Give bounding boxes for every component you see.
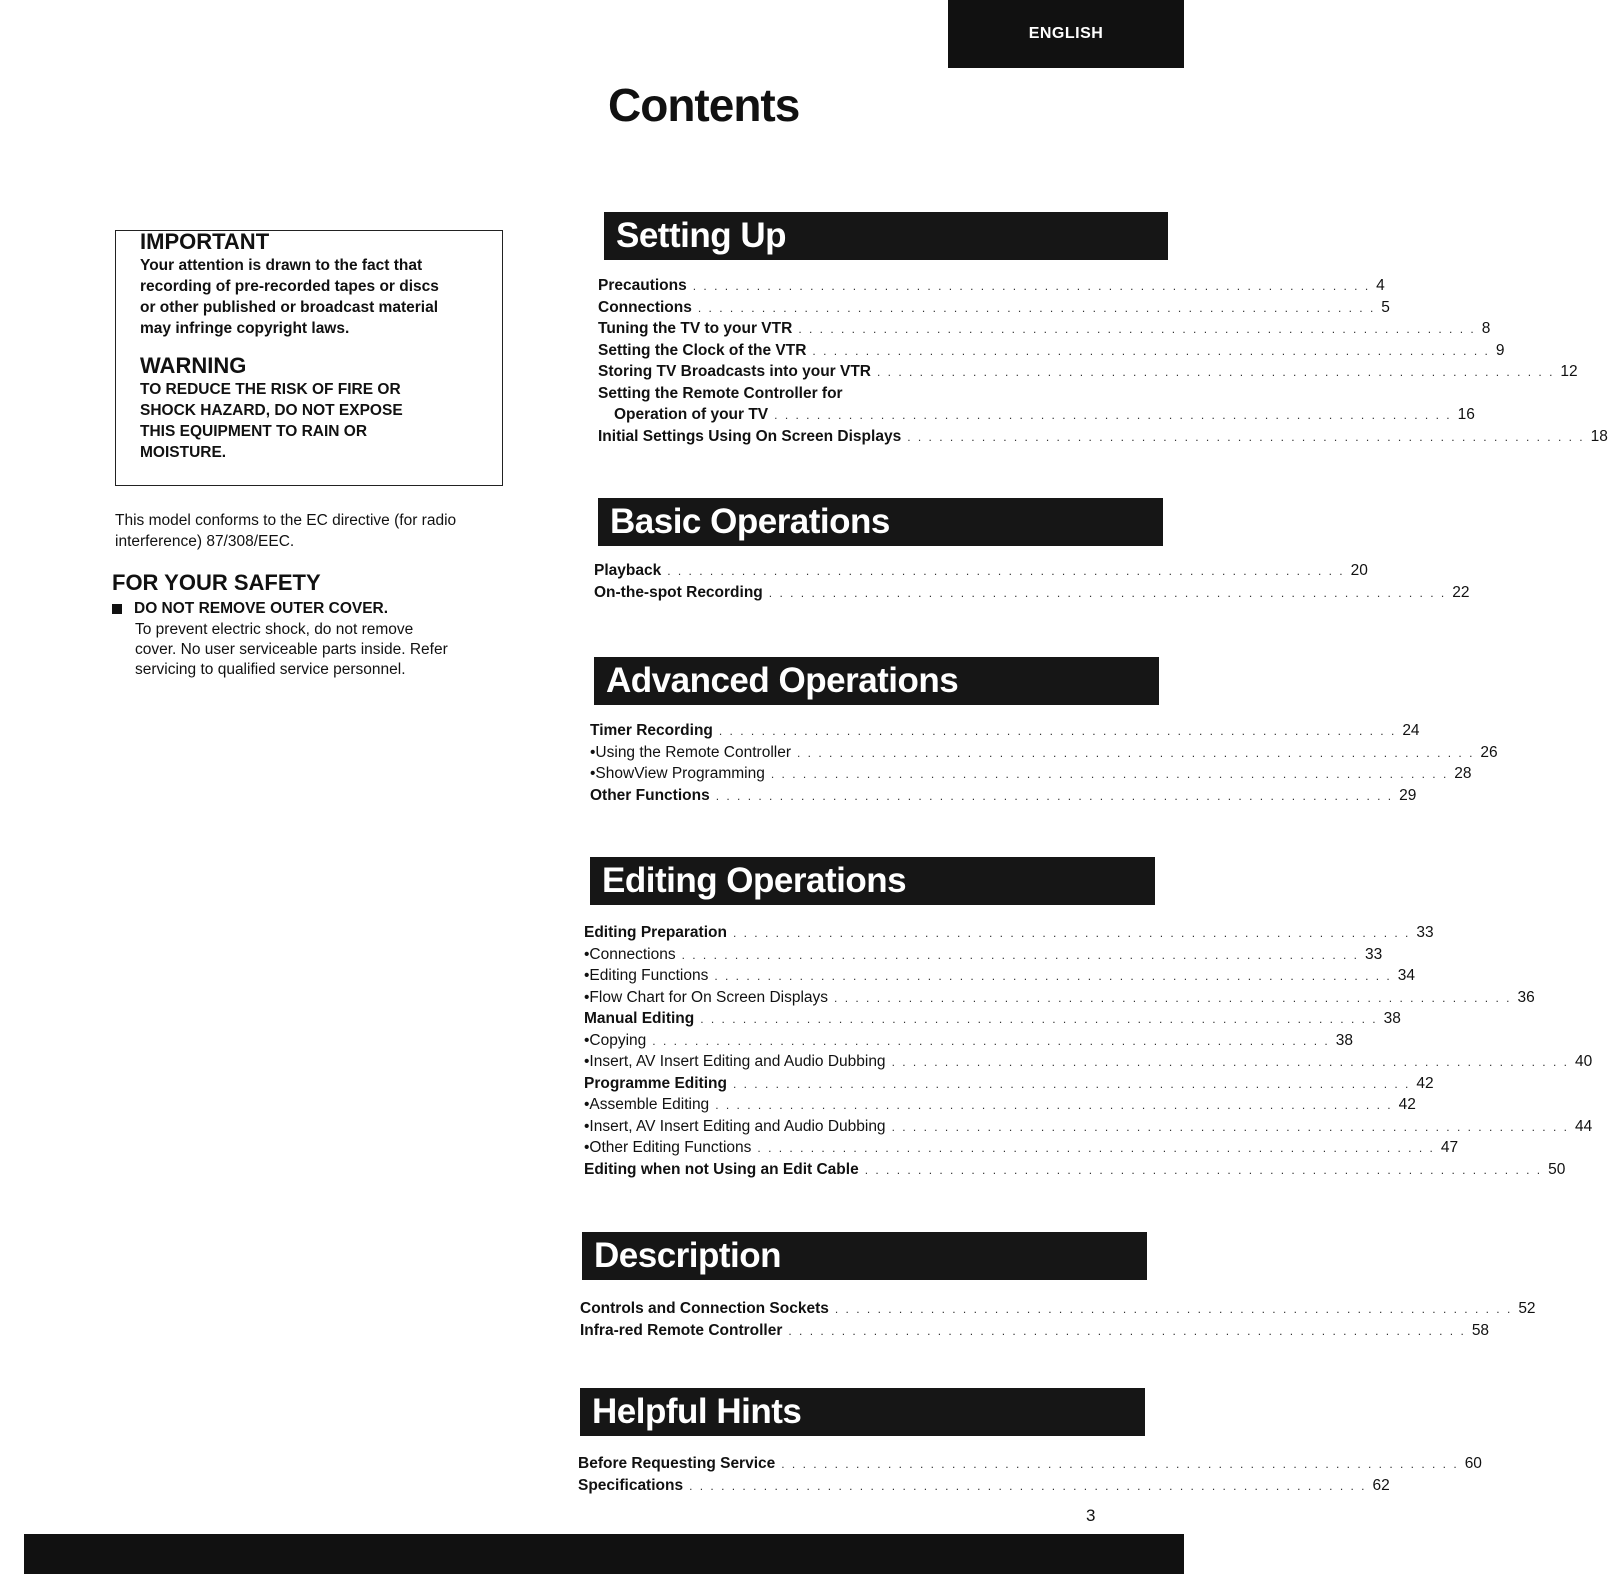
toc-entry-title: •Editing Functions (584, 967, 709, 984)
dot-leader: . . . . . . . . . . . . . . . . . . . . . . . . . . . . . . . . . . . . . . . . . . . . . . . . . . . . . . . . . . . . . . . . (652, 1033, 1330, 1048)
toc-entry (590, 786, 1417, 809)
toc-entry-page: 38 (1383, 1010, 1401, 1027)
dot-leader: . . . . . . . . . . . . . . . . . . . . . . . . . . . . . . . . . . . . . . . . . . . . . . . . . . . . . . . . . . . . . . . . (681, 947, 1360, 962)
toc-entry (584, 967, 1415, 989)
toc-entry-page: 20 (1350, 562, 1368, 579)
toc-entry (590, 722, 1420, 744)
toc-entry-page: 9 (1495, 341, 1505, 359)
toc-list-description (580, 1300, 1536, 1343)
toc-entry-page: 47 (1440, 1139, 1459, 1156)
toc-entry-page: 29 (1399, 786, 1417, 804)
dot-leader: . . . . . . . . . . . . . . . . . . . . . . . . . . . . . . . . . . . . . . . . . . . . . . . . . . . . . . . . . . . . . . . . (774, 408, 1452, 422)
toc-entry-title: •Insert, AV Insert Editing and Audio Dubbing (584, 1053, 886, 1070)
dot-leader: . . . . . . . . . . . . . . . . . . . . . . . . . . . . . . . . . . . . . . . . . . . . . . . . . . . . . . . . . . . . . . . . (788, 1323, 1466, 1338)
toc-entry (580, 1321, 1490, 1344)
toc-entry-page: 38 (1335, 1031, 1353, 1049)
toc-entry-title: Editing Preparation (584, 924, 727, 941)
toc-entry-title: •ShowView Programming (590, 765, 765, 782)
footer-bar (24, 1534, 1184, 1574)
toc-entry-page: 34 (1397, 967, 1415, 984)
section-header-description: Description (582, 1232, 1147, 1280)
toc-entry (584, 988, 1535, 1011)
safety-body-line: cover. No user serviceable parts inside. Refer (135, 641, 448, 658)
toc-entry-page: 16 (1457, 406, 1475, 423)
toc-entry-title: Programme Editing (584, 1074, 727, 1092)
toc-entry (598, 320, 1491, 342)
toc-entry-title: Controls and Connection Sockets (580, 1300, 829, 1317)
important-text-line: or other published or broadcast material (140, 299, 439, 316)
toc-entry (584, 1010, 1401, 1032)
dot-leader: . . . . . . . . . . . . . . . . . . . . . . . . . . . . . . . . . . . . . . . . . . . . . . . . . . . . . . . . . . . . . . . . (692, 279, 1371, 293)
dot-leader: . . . . . . . . . . . . . . . . . . . . . . . . . . . . . . . . . . . . . . . . . . . . . . . . . . . . . . . . . . . . . . . . (715, 788, 1394, 803)
warning-text-line: SHOCK HAZARD, DO NOT EXPOSE (140, 402, 403, 419)
toc-entry-title: Specifications (578, 1476, 684, 1494)
warning-text-line: MOISTURE. (140, 444, 227, 461)
dot-leader: . . . . . . . . . . . . . . . . . . . . . . . . . . . . . . . . . . . . . . . . . . . . . . . . . . . . . . . . . . . . . . . . (891, 1119, 1569, 1134)
toc-entry-title: Manual Editing (584, 1010, 695, 1027)
toc-entry-title: •Flow Chart for On Screen Displays (584, 988, 829, 1006)
toc-entry-title: •Insert, AV Insert Editing and Audio Dubbing (584, 1117, 886, 1135)
toc-entry-title: On-the-spot Recording (594, 583, 763, 601)
toc-entry (598, 427, 1608, 450)
toc-entry-title: Editing when not Using an Edit Cable (584, 1160, 859, 1178)
warning-heading: WARNING (140, 353, 247, 378)
ec-directive-note (115, 510, 505, 552)
section-header-basic-operations: Basic Operations (598, 498, 1163, 546)
toc-entry-page: 40 (1574, 1053, 1593, 1070)
page-number: 3 (1086, 1506, 1096, 1525)
toc-entry-page: 12 (1560, 363, 1578, 380)
toc-entry-page: 50 (1548, 1160, 1566, 1178)
ec-note-line: This model conforms to the EC directive (for radio (115, 512, 457, 529)
page-title: Contents (608, 79, 800, 131)
toc-entry-page: 62 (1372, 1476, 1390, 1494)
dot-leader: . . . . . . . . . . . . . . . . . . . . . . . . . . . . . . . . . . . . . . . . . . . . . . . . . . . . . . . . . . . . . . . . (700, 1012, 1378, 1026)
dot-leader: . . . . . . . . . . . . . . . . . . . . . . . . . . . . . . . . . . . . . . . . . . . . . . . . . . . . . . . . . . . . . . . . (732, 1076, 1411, 1091)
toc-entry-page: 33 (1365, 945, 1383, 963)
dot-leader: . . . . . . . . . . . . . . . . . . . . . . . . . . . . . . . . . . . . . . . . . . . . . . . . . . . . . . . . . . . . . . . . (834, 990, 1512, 1005)
toc-entry (590, 765, 1472, 787)
toc-entry-page: 8 (1481, 320, 1491, 337)
toc-entry (578, 1476, 1390, 1499)
dot-leader: . . . . . . . . . . . . . . . . . . . . . . . . . . . . . . . . . . . . . . . . . . . . . . . . . . . . . . . . . . . . . . . . (864, 1162, 1543, 1177)
toc-entry (590, 743, 1498, 766)
section-header-helpful-hints: Helpful Hints (580, 1388, 1145, 1436)
toc-list-editing-operations (584, 924, 1593, 1182)
toc-entry-title: •Other Editing Functions (584, 1139, 752, 1156)
toc-entry-title: Other Functions (590, 786, 710, 804)
safety-item-body (135, 620, 502, 680)
toc-entry-title: •Assemble Editing (584, 1096, 710, 1113)
safety-item (112, 600, 502, 680)
toc-entry-title: Playback (594, 562, 662, 579)
toc-entry (598, 277, 1385, 299)
dot-leader: . . . . . . . . . . . . . . . . . . . . . . . . . . . . . . . . . . . . . . . . . . . . . . . . . . . . . . . . . . . . . . . . (715, 1098, 1393, 1112)
toc-entry-page: 22 (1452, 583, 1470, 601)
toc-list-setting-up (598, 277, 1608, 449)
toc-entry-title: •Using the Remote Controller (590, 743, 791, 761)
toc-entry-title: •Connections (584, 945, 676, 963)
toc-entry-title: Initial Settings Using On Screen Displays (598, 427, 902, 445)
square-bullet-icon (112, 604, 122, 614)
toc-entry (598, 341, 1505, 364)
dot-leader: . . . . . . . . . . . . . . . . . . . . . . . . . . . . . . . . . . . . . . . . . . . . . . . . . . . . . . . . . . . . . . . . (907, 429, 1585, 444)
toc-entry (598, 298, 1390, 321)
safety-body-line: servicing to qualified service personnel. (135, 661, 406, 678)
safety-body-line: To prevent electric shock, do not remove (135, 621, 414, 638)
safety-heading: FOR YOUR SAFETY (112, 570, 321, 595)
toc-entry (584, 1160, 1566, 1183)
toc-entry (598, 363, 1578, 385)
toc-entry (584, 1074, 1434, 1097)
toc-entry (584, 1053, 1593, 1075)
toc-entry-page: 36 (1517, 988, 1535, 1006)
toc-list-basic-operations (594, 562, 1470, 605)
dot-leader: . . . . . . . . . . . . . . . . . . . . . . . . . . . . . . . . . . . . . . . . . . . . . . . . . . . . . . . . . . . . . . . . (812, 343, 1490, 358)
toc-entry (594, 562, 1368, 584)
toc-entry (584, 945, 1383, 968)
ec-note-line: interference) 87/308/EEC. (115, 533, 295, 550)
toc-entry-title: Precautions (598, 277, 687, 294)
toc-entry-page: 42 (1398, 1096, 1416, 1113)
dot-leader: . . . . . . . . . . . . . . . . . . . . . . . . . . . . . . . . . . . . . . . . . . . . . . . . . . . . . . . . . . . . . . . . (697, 300, 1376, 315)
toc-entry-page: 28 (1454, 765, 1472, 782)
section-header-advanced-operations: Advanced Operations (594, 657, 1159, 705)
dot-leader: . . . . . . . . . . . . . . . . . . . . . . . . . . . . . . . . . . . . . . . . . . . . . . . . . . . . . . . . . . . . . . . . (667, 564, 1345, 578)
toc-entry-page: 24 (1402, 722, 1420, 739)
toc-entry-page: 33 (1416, 924, 1434, 941)
toc-entry-page: 26 (1480, 743, 1498, 761)
toc-entry-page: 4 (1376, 277, 1385, 294)
copyright-warning-box (115, 230, 503, 486)
dot-leader: . . . . . . . . . . . . . . . . . . . . . . . . . . . . . . . . . . . . . . . . . . . . . . . . . . . . . . . . . . . . . . . . (714, 969, 1392, 983)
toc-entry-title: Storing TV Broadcasts into your VTR (598, 363, 871, 380)
toc-entry (584, 1117, 1593, 1140)
dot-leader: . . . . . . . . . . . . . . . . . . . . . . . . . . . . . . . . . . . . . . . . . . . . . . . . . . . . . . . . . . . . . . . . (877, 365, 1555, 379)
important-text-line: may infringe copyright laws. (140, 320, 350, 337)
toc-entry-title: Tuning the TV to your VTR (598, 320, 793, 337)
warning-text-line: TO REDUCE THE RISK OF FIRE OR (140, 381, 401, 398)
section-header-editing-operations: Editing Operations (590, 857, 1155, 905)
toc-entry-title: Before Requesting Service (578, 1455, 776, 1472)
toc-entry-page: 5 (1381, 298, 1390, 316)
toc-entry-title: Setting the Clock of the VTR (598, 341, 807, 359)
section-header-setting-up: Setting Up (604, 212, 1168, 260)
toc-entry (584, 1139, 1459, 1161)
toc-entry-title: •Copying (584, 1031, 647, 1049)
important-heading: IMPORTANT (140, 229, 270, 254)
toc-list-advanced-operations (590, 722, 1498, 808)
toc-entry-title: Infra-red Remote Controller (580, 1321, 783, 1339)
dot-leader: . . . . . . . . . . . . . . . . . . . . . . . . . . . . . . . . . . . . . . . . . . . . . . . . . . . . . . . . . . . . . . . . (770, 767, 1449, 781)
toc-entry-title: Operation of your TV (614, 406, 769, 423)
toc-entry-title: Connections (598, 298, 692, 316)
toc-entry (594, 583, 1470, 606)
warning-text-line: THIS EQUIPMENT TO RAIN OR (140, 423, 368, 440)
safety-item-title: DO NOT REMOVE OUTER COVER. (134, 600, 389, 617)
dot-leader: . . . . . . . . . . . . . . . . . . . . . . . . . . . . . . . . . . . . . . . . . . . . . . . . . . . . . . . . . . . . . . . . (689, 1478, 1367, 1493)
toc-entry-page: 18 (1590, 427, 1608, 445)
toc-entry (598, 406, 1475, 428)
dot-leader: . . . . . . . . . . . . . . . . . . . . . . . . . . . . . . . . . . . . . . . . . . . . . . . . . . . . . . . . . . . . . . . . (718, 724, 1397, 738)
language-tab (948, 0, 1184, 68)
dot-leader: . . . . . . . . . . . . . . . . . . . . . . . . . . . . . . . . . . . . . . . . . . . . . . . . . . . . . . . . . . . . . . . . (732, 926, 1411, 940)
dot-leader: . . . . . . . . . . . . . . . . . . . . . . . . . . . . . . . . . . . . . . . . . . . . . . . . . . . . . . . . . . . . . . . . (891, 1055, 1569, 1069)
important-text-line: Your attention is drawn to the fact that (140, 257, 423, 274)
toc-entry-title: Setting the Remote Controller for (598, 384, 843, 402)
toc-entry (578, 1455, 1482, 1477)
toc-entry-page: 60 (1464, 1455, 1482, 1472)
toc-entry (598, 385, 1056, 407)
toc-list-helpful-hints (578, 1455, 1482, 1498)
toc-entry (584, 1031, 1353, 1054)
toc-entry-title: Timer Recording (590, 722, 713, 739)
toc-entry (584, 1096, 1416, 1118)
toc-entry (580, 1300, 1536, 1322)
dot-leader: . . . . . . . . . . . . . . . . . . . . . . . . . . . . . . . . . . . . . . . . . . . . . . . . . . . . . . . . . . . . . . . . (797, 745, 1475, 760)
language-label: ENGLISH (1028, 25, 1104, 42)
toc-entry-page: 58 (1471, 1321, 1490, 1339)
important-text-line: recording of pre-recorded tapes or discs (140, 278, 439, 295)
toc-entry-page: 42 (1416, 1074, 1434, 1092)
dot-leader: . . . . . . . . . . . . . . . . . . . . . . . . . . . . . . . . . . . . . . . . . . . . . . . . . . . . . . . . . . . . . . . . (781, 1457, 1459, 1471)
dot-leader: . . . . . . . . . . . . . . . . . . . . . . . . . . . . . . . . . . . . . . . . . . . . . . . . . . . . . . . . . . . . . . . . (768, 585, 1447, 600)
dot-leader: . . . . . . . . . . . . . . . . . . . . . . . . . . . . . . . . . . . . . . . . . . . . . . . . . . . . . . . . . . . . . . . . (834, 1302, 1513, 1316)
toc-entry (584, 924, 1434, 946)
toc-entry-page: 52 (1518, 1300, 1536, 1317)
dot-leader: . . . . . . . . . . . . . . . . . . . . . . . . . . . . . . . . . . . . . . . . . . . . . . . . . . . . . . . . . . . . . . . . (798, 322, 1476, 336)
dot-leader: . . . . . . . . . . . . . . . . . . . . . . . . . . . . . . . . . . . . . . . . . . . . . . . . . . . . . . . . . . . . . . . . (757, 1141, 1435, 1155)
toc-entry-page: 44 (1574, 1117, 1593, 1135)
